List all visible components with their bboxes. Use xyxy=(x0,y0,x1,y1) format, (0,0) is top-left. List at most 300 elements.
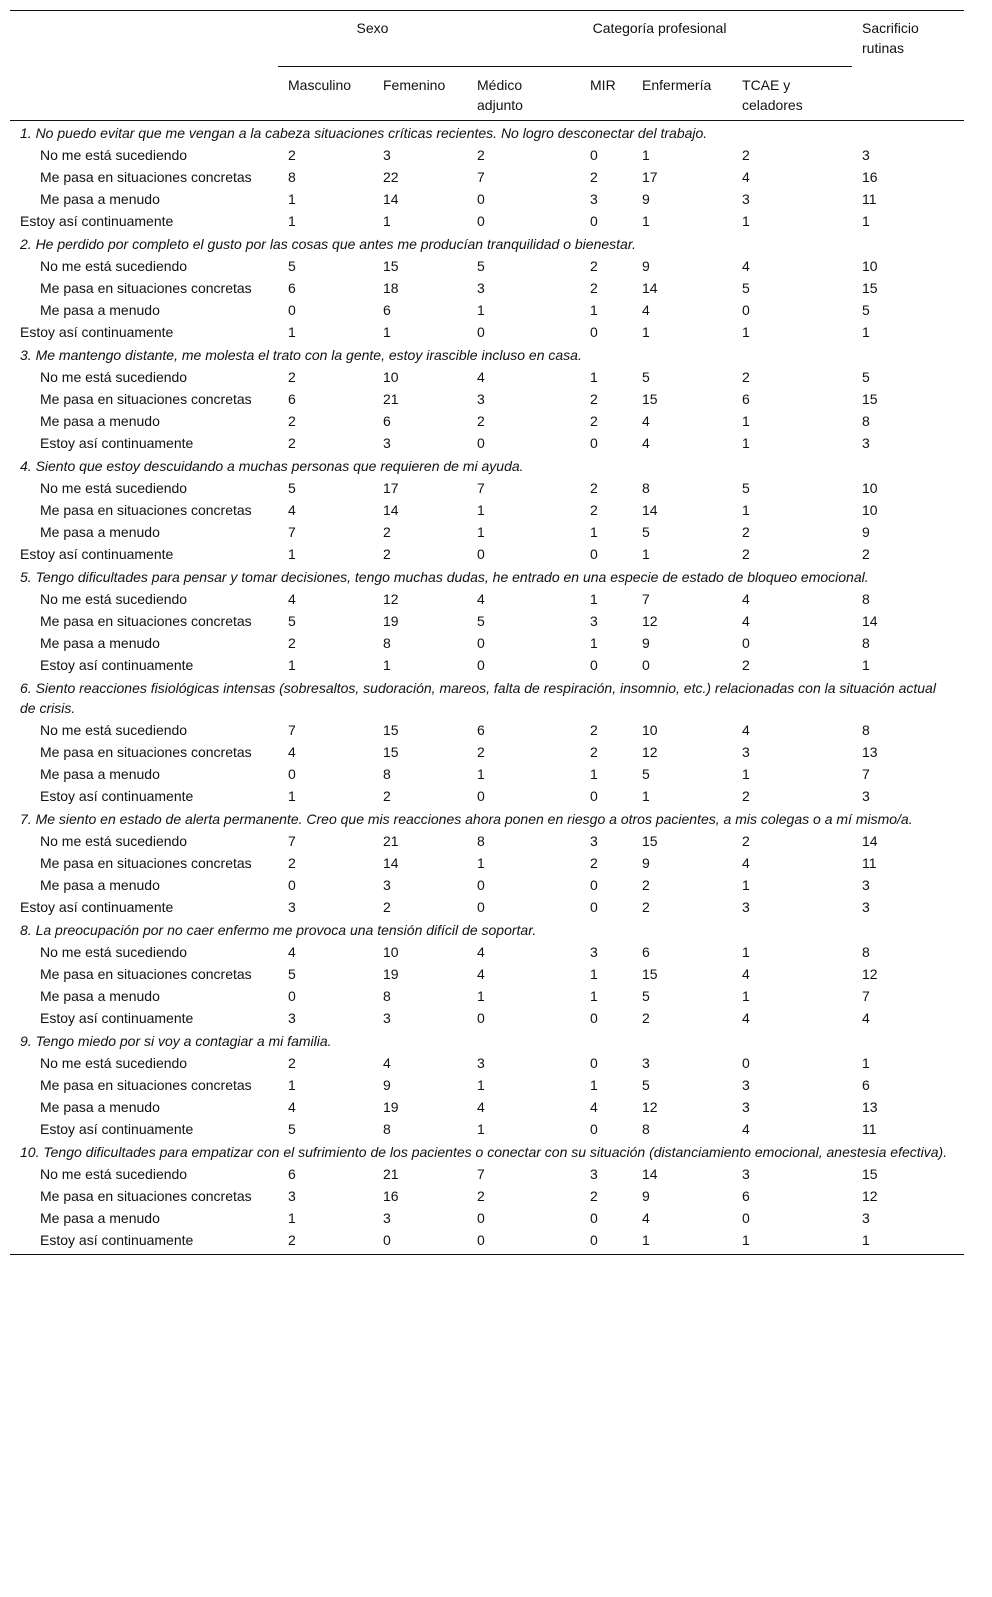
cell-value: 0 xyxy=(590,898,598,915)
cell-value: 3 xyxy=(590,943,598,960)
row-label-text: No me está sucediendo xyxy=(40,368,188,385)
table-row xyxy=(10,741,964,763)
cell-value: 1 xyxy=(852,1229,964,1255)
cell-value: 8 xyxy=(862,634,870,651)
row-label-text: No me está sucediendo xyxy=(40,1054,188,1071)
cell-value: 8 xyxy=(642,479,650,496)
cell-value: 15 xyxy=(383,721,399,738)
table-row xyxy=(10,610,964,632)
table-row xyxy=(10,255,964,277)
cell-value: 5 xyxy=(642,987,650,1004)
cell-value: 1 xyxy=(477,1076,485,1093)
cell-value: 3 xyxy=(862,876,870,893)
cell-value: 3 xyxy=(288,898,296,915)
cell-value: 2 xyxy=(590,501,598,518)
row-label xyxy=(10,299,278,321)
cell-value: 4 xyxy=(862,1009,870,1026)
cell-value: 8 xyxy=(862,721,870,738)
cell-value: 2 xyxy=(590,257,598,274)
row-label-text: Me pasa en situaciones concretas xyxy=(40,168,252,185)
cell-value: 4 xyxy=(742,590,750,607)
row-label xyxy=(10,963,278,985)
row-label-text: Me pasa a menudo xyxy=(40,190,160,207)
header-empty-cell xyxy=(852,66,964,120)
cell-value: 2 xyxy=(742,545,750,562)
cell-value: 4 xyxy=(742,965,750,982)
cell-value: 22 xyxy=(383,168,399,185)
question-text: 1. No puedo evitar que me vengan a la cabeza situaciones críticas recientes. No logro desconectar del trabajo. xyxy=(20,124,708,141)
cell-value: 0 xyxy=(477,434,485,451)
row-label xyxy=(10,388,278,410)
cell-value: 9 xyxy=(642,634,650,651)
cell-value: 3 xyxy=(383,146,391,163)
cell-value: 4 xyxy=(477,943,485,960)
table-row xyxy=(10,210,964,232)
question-text: 7. Me siento en estado de alerta permanente. Creo que mis reacciones ahora ponen en riesgo a otros pacientes, a mis colegas o a mí mismo/a. xyxy=(20,810,913,827)
row-label xyxy=(10,1074,278,1096)
cell-value: 1 xyxy=(742,876,750,893)
cell-value: 1 xyxy=(742,323,750,340)
table-row xyxy=(10,366,964,388)
row-label xyxy=(10,144,278,166)
cell-value: 2 xyxy=(642,1009,650,1026)
cell-value: 15 xyxy=(383,743,399,760)
cell-value: 0 xyxy=(590,656,598,673)
table-row xyxy=(10,654,964,676)
cell-value: 1 xyxy=(742,943,750,960)
cell-value: 4 xyxy=(742,1120,750,1137)
cell-value: 0 xyxy=(477,323,485,340)
cell-value: 1 xyxy=(590,368,598,385)
cell-value: 5 xyxy=(642,368,650,385)
row-label xyxy=(10,985,278,1007)
row-label xyxy=(10,477,278,499)
row-label-text: Me pasa a menudo xyxy=(40,876,160,893)
cell-value: 2 xyxy=(590,1187,598,1204)
cell-value: 2 xyxy=(383,898,391,915)
row-label-text: Me pasa en situaciones concretas xyxy=(40,1076,252,1093)
cell-value: 4 xyxy=(642,412,650,429)
row-label xyxy=(10,785,278,807)
cell-value: 12 xyxy=(862,1187,878,1204)
cell-value: 6 xyxy=(288,1165,296,1182)
row-label xyxy=(10,1052,278,1074)
cell-value: 1 xyxy=(862,1054,870,1071)
cell-value: 18 xyxy=(383,279,399,296)
cell-value: 1 xyxy=(590,1076,598,1093)
cell-value: 3 xyxy=(862,146,870,163)
row-label-text: Me pasa en situaciones concretas xyxy=(40,965,252,982)
cell-value: 6 xyxy=(383,301,391,318)
cell-value: 5 xyxy=(288,965,296,982)
cell-value: 4 xyxy=(288,501,296,518)
table-row xyxy=(10,432,964,454)
cell-value: 1 xyxy=(590,634,598,651)
cell-value: 4 xyxy=(742,721,750,738)
table-row xyxy=(10,632,964,654)
table-row xyxy=(10,1207,964,1229)
cell-value: 10 xyxy=(383,368,399,385)
row-label xyxy=(10,366,278,388)
question-row xyxy=(10,1029,964,1052)
row-label-text: No me está sucediendo xyxy=(40,721,188,738)
cell-value: 7 xyxy=(477,1165,485,1182)
row-label xyxy=(10,874,278,896)
cell-value: 7 xyxy=(288,523,296,540)
cell-value: 0 xyxy=(590,1120,598,1137)
row-label-text: Me pasa a menudo xyxy=(40,412,160,429)
cell-value: 12 xyxy=(642,743,658,760)
table-row xyxy=(10,144,964,166)
cell-value: 17 xyxy=(642,168,658,185)
cell-value: 11 xyxy=(862,190,877,207)
question-row xyxy=(10,676,964,719)
cell-value: 1 xyxy=(642,323,650,340)
cell-value: 15 xyxy=(862,1165,878,1182)
table-row xyxy=(10,543,964,565)
column-header-medico-adjunto: Médico adjunto xyxy=(467,66,580,120)
cell-value: 1 xyxy=(288,323,296,340)
cell-value: 1 xyxy=(288,190,296,207)
cell-value: 8 xyxy=(642,1120,650,1137)
table-row xyxy=(10,963,964,985)
row-label xyxy=(10,410,278,432)
cell-value: 1 xyxy=(477,987,485,1004)
question-text: 9. Tengo miedo por si voy a contagiar a mi familia. xyxy=(20,1032,332,1049)
cell-value: 1 xyxy=(590,765,598,782)
cell-value: 0 xyxy=(590,1209,598,1226)
cell-value: 0 xyxy=(580,1229,632,1255)
row-label xyxy=(10,719,278,741)
question-row xyxy=(10,1140,964,1163)
cell-value: 2 xyxy=(862,545,870,562)
row-label-text: Estoy así continuamente xyxy=(40,434,194,451)
cell-value: 0 xyxy=(590,876,598,893)
question-text: 3. Me mantengo distante, me molesta el trato con la gente, estoy irascible incluso en casa. xyxy=(20,346,582,363)
row-label xyxy=(10,610,278,632)
cell-value: 1 xyxy=(642,545,650,562)
cell-value: 2 xyxy=(742,832,750,849)
cell-value: 21 xyxy=(383,390,399,407)
cell-value: 3 xyxy=(642,1054,650,1071)
cell-value: 8 xyxy=(477,832,485,849)
column-header-masculino: Masculino xyxy=(278,66,373,120)
cell-value: 0 xyxy=(590,1009,598,1026)
table-row xyxy=(10,299,964,321)
cell-value: 0 xyxy=(477,1209,485,1226)
cell-value: 6 xyxy=(288,279,296,296)
cell-value: 0 xyxy=(373,1229,467,1255)
cell-value: 3 xyxy=(383,1009,391,1026)
row-label-text: No me está sucediendo xyxy=(40,1165,188,1182)
cell-value: 5 xyxy=(288,1120,296,1137)
cell-value: 8 xyxy=(862,943,870,960)
table-row xyxy=(10,410,964,432)
cell-value: 2 xyxy=(288,1054,296,1071)
question-row xyxy=(10,120,964,144)
cell-value: 1 xyxy=(862,323,870,340)
cell-value: 16 xyxy=(862,168,878,185)
cell-value: 9 xyxy=(383,1076,391,1093)
cell-value: 1 xyxy=(288,1209,296,1226)
cell-value: 0 xyxy=(590,146,598,163)
cell-value: 2 xyxy=(288,434,296,451)
cell-value: 15 xyxy=(642,390,658,407)
question-row xyxy=(10,565,964,588)
cell-value: 11 xyxy=(862,854,877,871)
cell-value: 4 xyxy=(742,1009,750,1026)
row-label xyxy=(10,1007,278,1029)
cell-value: 3 xyxy=(742,743,750,760)
cell-value: 8 xyxy=(383,634,391,651)
cell-value: 3 xyxy=(590,1165,598,1182)
cell-value: 12 xyxy=(642,1098,658,1115)
cell-value: 21 xyxy=(383,832,399,849)
cell-value: 6 xyxy=(742,390,750,407)
row-label xyxy=(10,166,278,188)
table-row xyxy=(10,521,964,543)
cell-value: 8 xyxy=(383,987,391,1004)
cell-value: 6 xyxy=(742,1187,750,1204)
cell-value: 7 xyxy=(862,765,870,782)
cell-value: 2 xyxy=(742,368,750,385)
cell-value: 0 xyxy=(288,301,296,318)
cell-value: 4 xyxy=(288,590,296,607)
cell-value: 17 xyxy=(383,479,399,496)
cell-value: 3 xyxy=(862,787,870,804)
cell-value: 4 xyxy=(477,965,485,982)
cell-value: 1 xyxy=(477,765,485,782)
table-row xyxy=(10,388,964,410)
cell-value: 15 xyxy=(862,390,878,407)
question-row xyxy=(10,232,964,255)
cell-value: 2 xyxy=(742,787,750,804)
cell-value: 6 xyxy=(642,943,650,960)
cell-value: 1 xyxy=(632,1229,732,1255)
row-label xyxy=(10,499,278,521)
table-row xyxy=(10,188,964,210)
cell-value: 1 xyxy=(477,523,485,540)
row-label xyxy=(10,1163,278,1185)
cell-value: 8 xyxy=(383,1120,391,1137)
cell-value: 2 xyxy=(590,479,598,496)
cell-value: 9 xyxy=(862,523,870,540)
cell-value: 8 xyxy=(862,590,870,607)
cell-value: 1 xyxy=(742,434,750,451)
cell-value: 3 xyxy=(288,1009,296,1026)
cell-value: 1 xyxy=(383,656,391,673)
table-row xyxy=(10,874,964,896)
cell-value: 14 xyxy=(862,832,878,849)
cell-value: 4 xyxy=(642,1209,650,1226)
cell-value: 0 xyxy=(590,545,598,562)
table-row xyxy=(10,785,964,807)
cell-value: 4 xyxy=(383,1054,391,1071)
cell-value: 1 xyxy=(742,501,750,518)
cell-value: 1 xyxy=(288,787,296,804)
cell-value: 9 xyxy=(642,257,650,274)
table-row xyxy=(10,985,964,1007)
column-header-mir: MIR xyxy=(580,66,632,120)
row-label xyxy=(10,255,278,277)
row-label-text: No me está sucediendo xyxy=(40,832,188,849)
row-label-text: Me pasa en situaciones concretas xyxy=(40,501,252,518)
cell-value: 5 xyxy=(477,257,485,274)
cell-value: 2 xyxy=(477,146,485,163)
row-label-text: Me pasa en situaciones concretas xyxy=(40,1187,252,1204)
header-empty-cell xyxy=(10,66,278,120)
table-row xyxy=(10,166,964,188)
cell-value: 3 xyxy=(590,190,598,207)
cell-value: 1 xyxy=(742,212,750,229)
row-label xyxy=(10,210,278,232)
header-group-sacrificio: Sacrificio rutinas xyxy=(852,11,964,67)
cell-value: 2 xyxy=(477,1187,485,1204)
cell-value: 6 xyxy=(288,390,296,407)
row-label xyxy=(10,188,278,210)
row-label-text: Me pasa en situaciones concretas xyxy=(40,612,252,629)
cell-value: 0 xyxy=(477,190,485,207)
header-row-columns xyxy=(10,66,964,120)
cell-value: 5 xyxy=(288,612,296,629)
row-label-text: Estoy así continuamente xyxy=(20,545,174,562)
row-label-text: Estoy así continuamente xyxy=(20,898,174,915)
row-label-text: Estoy así continuamente xyxy=(40,787,194,804)
cell-value: 4 xyxy=(742,612,750,629)
cell-value: 0 xyxy=(477,545,485,562)
cell-value: 5 xyxy=(742,279,750,296)
row-label xyxy=(10,1118,278,1140)
cell-value: 3 xyxy=(862,898,870,915)
cell-value: 0 xyxy=(467,1229,580,1255)
cell-value: 1 xyxy=(477,1120,485,1137)
row-label xyxy=(10,521,278,543)
cell-value: 2 xyxy=(742,146,750,163)
cell-value: 1 xyxy=(288,656,296,673)
row-label-text: No me está sucediendo xyxy=(40,479,188,496)
cell-value: 0 xyxy=(477,212,485,229)
cell-value: 1 xyxy=(590,590,598,607)
cell-value: 2 xyxy=(590,168,598,185)
cell-value: 15 xyxy=(642,965,658,982)
cell-value: 6 xyxy=(477,721,485,738)
cell-value: 7 xyxy=(862,987,870,1004)
cell-value: 3 xyxy=(383,434,391,451)
cell-value: 4 xyxy=(742,168,750,185)
table-row xyxy=(10,588,964,610)
cell-value: 3 xyxy=(862,434,870,451)
row-label-text: Me pasa en situaciones concretas xyxy=(40,279,252,296)
cell-value: 1 xyxy=(288,545,296,562)
cell-value: 2 xyxy=(590,743,598,760)
cell-value: 7 xyxy=(288,832,296,849)
cell-value: 0 xyxy=(590,787,598,804)
cell-value: 10 xyxy=(862,479,878,496)
cell-value: 5 xyxy=(862,368,870,385)
cell-value: 14 xyxy=(383,854,399,871)
row-label-text: Me pasa en situaciones concretas xyxy=(40,743,252,760)
cell-value: 4 xyxy=(288,1098,296,1115)
cell-value: 0 xyxy=(590,1054,598,1071)
cell-value: 4 xyxy=(742,257,750,274)
table-row xyxy=(10,763,964,785)
table-row xyxy=(10,1074,964,1096)
cell-value: 3 xyxy=(742,190,750,207)
row-label-text: No me está sucediendo xyxy=(40,590,188,607)
cell-value: 0 xyxy=(742,634,750,651)
cell-value: 2 xyxy=(383,523,391,540)
cell-value: 3 xyxy=(590,612,598,629)
cell-value: 2 xyxy=(590,412,598,429)
cell-value: 10 xyxy=(862,501,878,518)
cell-value: 13 xyxy=(862,743,878,760)
cell-value: 1 xyxy=(383,212,391,229)
cell-value: 4 xyxy=(288,943,296,960)
cell-value: 2 xyxy=(288,412,296,429)
cell-value: 2 xyxy=(383,787,391,804)
row-label xyxy=(10,543,278,565)
cell-value: 1 xyxy=(742,412,750,429)
cell-value: 1 xyxy=(590,301,598,318)
row-label xyxy=(10,277,278,299)
cell-value: 1 xyxy=(642,146,650,163)
cell-value: 0 xyxy=(477,787,485,804)
cell-value: 3 xyxy=(590,832,598,849)
header-empty-cell xyxy=(10,11,278,67)
question-row xyxy=(10,807,964,830)
row-label-text: Estoy así continuamente xyxy=(40,1120,194,1137)
cell-value: 0 xyxy=(477,634,485,651)
table-row xyxy=(10,1052,964,1074)
cell-value: 3 xyxy=(477,279,485,296)
table-row xyxy=(10,719,964,741)
cell-value: 0 xyxy=(590,212,598,229)
cell-value: 2 xyxy=(288,854,296,871)
cell-value: 15 xyxy=(383,257,399,274)
cell-value: 1 xyxy=(477,501,485,518)
row-label-text: Me pasa a menudo xyxy=(40,523,160,540)
cell-value: 2 xyxy=(590,854,598,871)
cell-value: 0 xyxy=(288,876,296,893)
table-row xyxy=(10,852,964,874)
cell-value: 2 xyxy=(642,876,650,893)
cell-value: 1 xyxy=(742,987,750,1004)
cell-value: 2 xyxy=(278,1229,373,1255)
cell-value: 21 xyxy=(383,1165,399,1182)
cell-value: 2 xyxy=(590,721,598,738)
cell-value: 19 xyxy=(383,612,399,629)
cell-value: 14 xyxy=(642,279,658,296)
cell-value: 8 xyxy=(288,168,296,185)
row-label xyxy=(10,1207,278,1229)
cell-value: 2 xyxy=(288,368,296,385)
cell-value: 1 xyxy=(590,987,598,1004)
cell-value: 7 xyxy=(288,721,296,738)
cell-value: 3 xyxy=(742,1165,750,1182)
table-row xyxy=(10,830,964,852)
cell-value: 3 xyxy=(862,1209,870,1226)
cell-value: 3 xyxy=(742,1076,750,1093)
cell-value: 9 xyxy=(642,190,650,207)
cell-value: 8 xyxy=(862,412,870,429)
row-label-text: Me pasa en situaciones concretas xyxy=(40,390,252,407)
cell-value: 0 xyxy=(742,1054,750,1071)
cell-value: 12 xyxy=(383,590,399,607)
cell-value: 7 xyxy=(477,168,485,185)
question-text: 4. Siento que estoy descuidando a muchas personas que requieren de mi ayuda. xyxy=(20,457,524,474)
cell-value: 14 xyxy=(642,1165,658,1182)
cell-value: 2 xyxy=(383,545,391,562)
